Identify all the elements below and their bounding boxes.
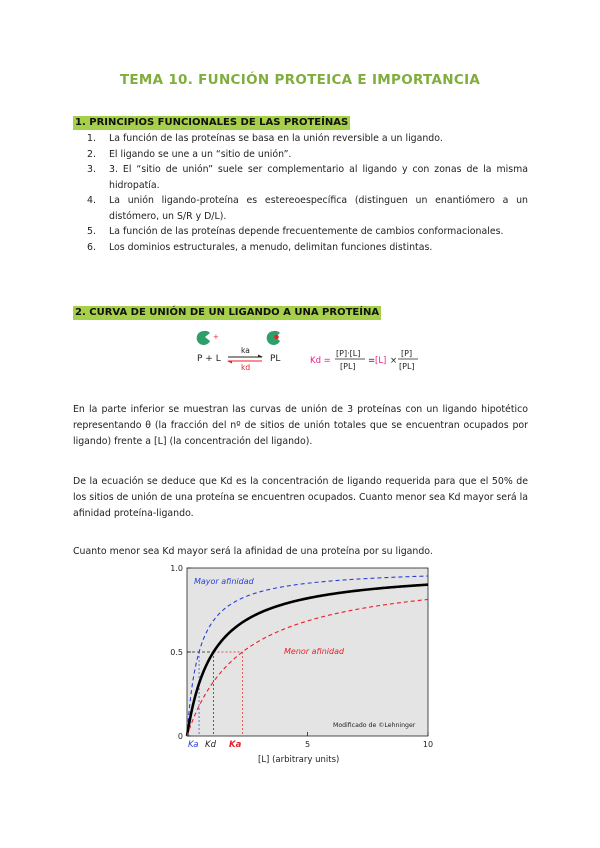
frac1-num: [P]·[L] (336, 349, 361, 358)
section-1-heading: 1. PRINCIPIOS FUNCIONALES DE LAS PROTEÍNAS (75, 117, 349, 128)
frac2-num: [P] (401, 349, 413, 358)
page-title: TEMA 10. FUNCIÓN PROTEICA E IMPORTANCIA (119, 72, 481, 88)
ka-left-label: Ka (188, 740, 199, 750)
y-tick-label: 1.0 (170, 564, 183, 573)
y-tick-label: 0.5 (170, 648, 183, 657)
ka-right-label: Ka (229, 740, 242, 750)
ligand-icon (274, 335, 279, 340)
times-sign: × (390, 356, 398, 366)
binding-curve-chart (150, 560, 450, 770)
x-tick-label: 5 (304, 740, 311, 749)
kd-definition: Kd = (310, 356, 331, 366)
kd-mid-label: Kd (205, 740, 216, 750)
l-term: [L] (375, 356, 387, 366)
protein-icon (197, 331, 210, 345)
y-tick-label: 0 (177, 732, 183, 741)
legend-high-affinity: Mayor afinidad (194, 577, 254, 586)
list-item: 2. El ligando se une a un “sitio de unión”. (87, 148, 292, 160)
ka-label: ka (241, 346, 250, 355)
plus-sign: + (213, 333, 219, 341)
binding-equation (190, 325, 430, 383)
list-item: 3. 3. El “sitio de unión” suele ser complementario al ligando y con zonas de la misma hidropatía. (87, 164, 528, 191)
paragraph-binding-curves: En la parte inferior se muestran las curvas de unión de 3 proteínas con un ligando hipotético representando θ (la fracción del nº de sitios de unión totales que se encuentran ocupados por ligando) frente a [L] (la concentración del ligando). (73, 404, 528, 447)
legend-low-affinity: Menor afinidad (284, 647, 345, 656)
x-axis-label: [L] (arbitrary units) (258, 755, 340, 765)
section-2-heading: 2. CURVA DE UNIÓN DE UN LIGANDO A UNA PROTEÍNA (75, 307, 380, 318)
paragraph-kd-affinity: Cuanto menor sea Kd mayor será la afinidad de una proteína por su ligando. (73, 546, 433, 557)
list-item: 6. Los dominios estructurales, a menudo, delimitan funciones distintas. (87, 241, 433, 253)
frac1-den: [PL] (340, 362, 356, 371)
list-item: 1. La función de las proteínas se basa en la unión reversible a un ligando. (87, 133, 443, 144)
reaction-left: P + L (197, 354, 221, 364)
frac2-den: [PL] (399, 362, 415, 371)
list-item: 4. La unión ligando-proteína es estereoespecífica (distinguen un enantiómero a un distómero, un S/R y D/L). (87, 195, 528, 222)
principles-list (73, 131, 528, 255)
paragraph-kd-definition: De la ecuación se deduce que Kd es la concentración de ligando requerida para que el 50% de los sitios de unión de una proteína se encuentren ocupados. Cuanto menor sea Kd mayor será la afinidad proteína-ligando. (73, 476, 529, 519)
credit-annotation: Modificado de ©Lehninger (333, 722, 416, 729)
x-tick-label: 10 (422, 740, 434, 749)
list-item: 5. La función de las proteínas depende frecuentemente de cambios conformacionales. (87, 226, 504, 237)
equals-sign: = (368, 356, 376, 366)
kd-label-arrow: kd (241, 363, 251, 372)
reaction-right: PL (270, 354, 281, 364)
